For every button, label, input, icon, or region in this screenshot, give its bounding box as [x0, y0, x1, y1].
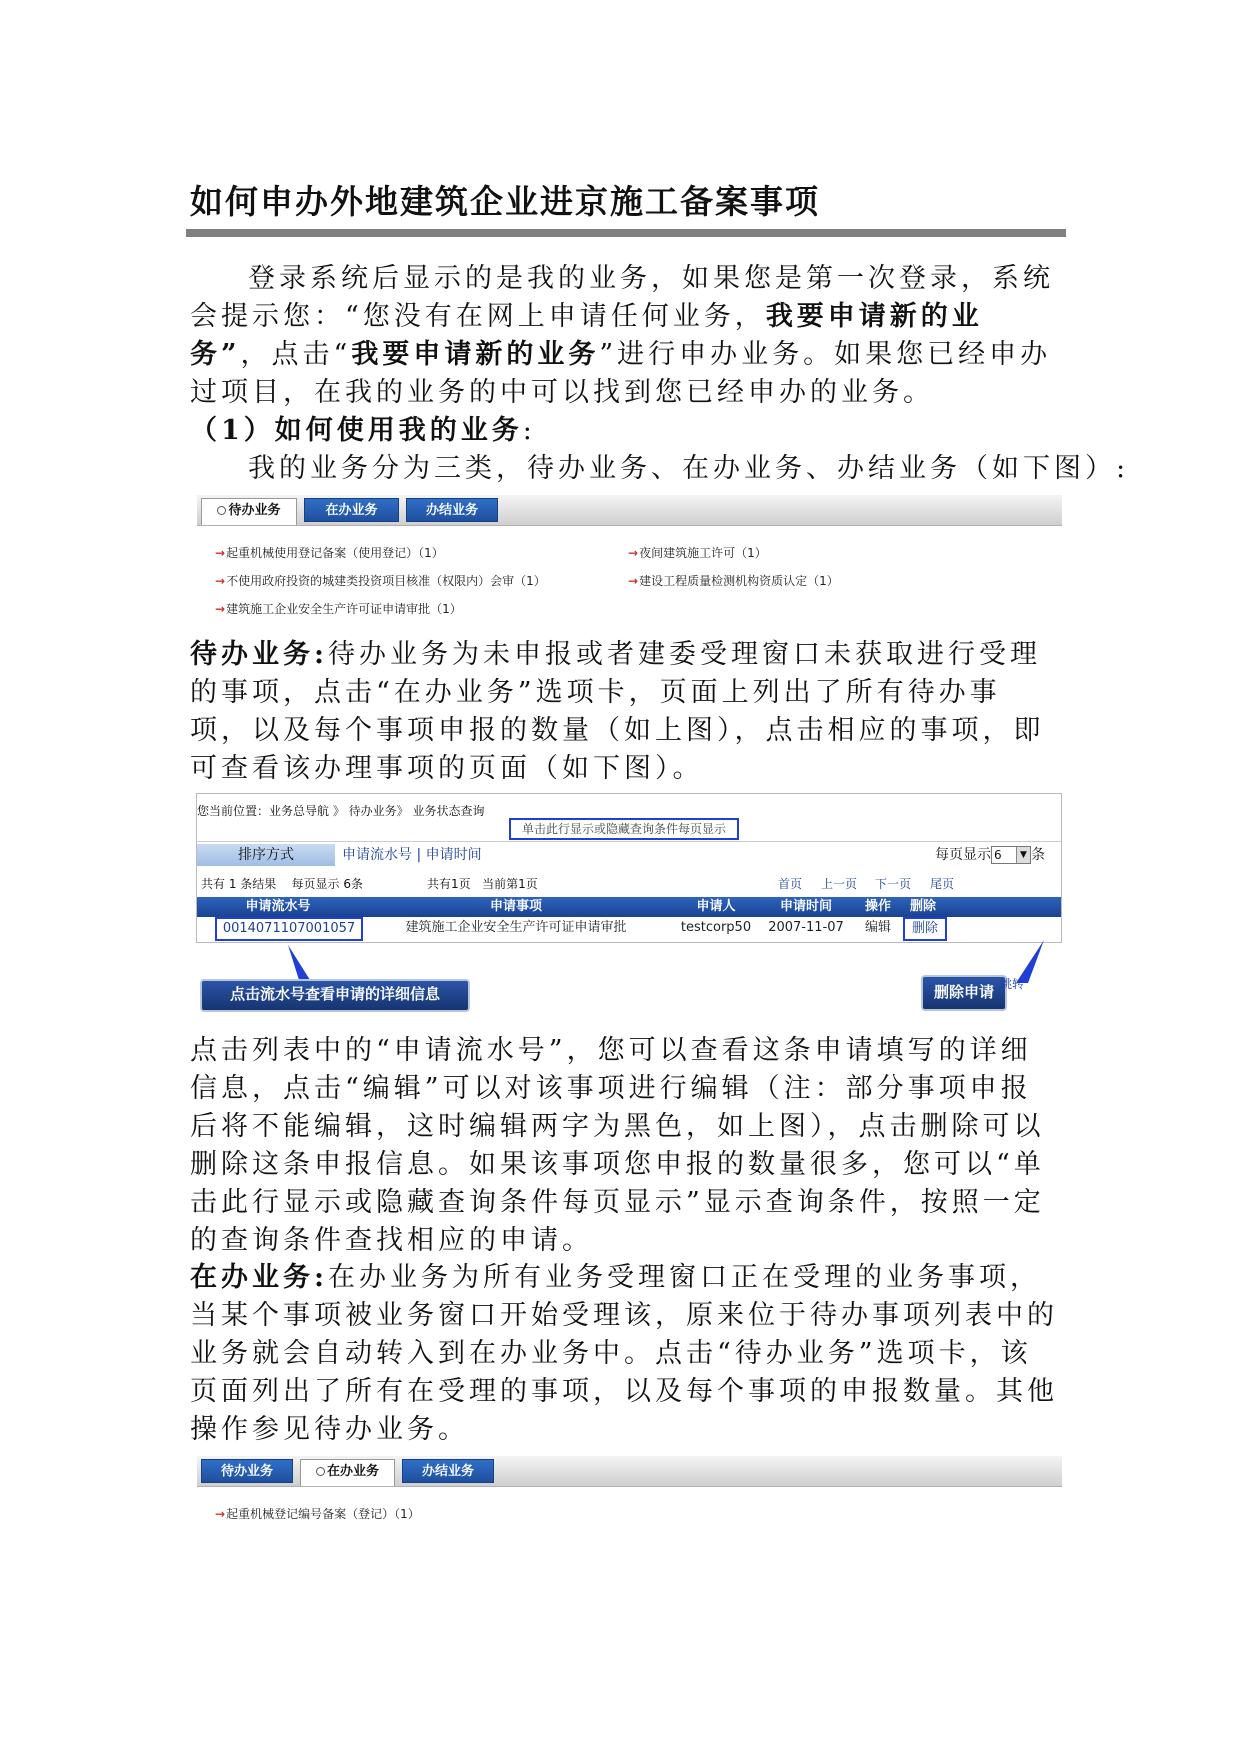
- section-line: 我的业务分为三类，待办业务、在办业务、办结业务（如下图）:: [248, 453, 1130, 484]
- list-item[interactable]: [215, 600, 462, 617]
- arrow-icon: →: [215, 1507, 226, 1521]
- list-item-label: 建筑施工企业安全生产许可证申请审批（1）: [226, 602, 462, 616]
- tab-pending[interactable]: [201, 498, 297, 525]
- sort-label: 排序方式: [197, 844, 335, 866]
- sort-bar: [197, 841, 1061, 868]
- tab-pending-label: 待办业务: [228, 503, 281, 518]
- list-item-label: 建设工程质量检测机构资质认定（1）: [639, 574, 839, 588]
- pending-text: 待办业务为未申报或者建委受理窗口未获取进行受理的事项，点击“在办业务”选项卡，页面上列出了所有待办事项，以及每个事项申报的数量（如上图），点击相应的事项，即可查看该办理事项的页面（如下图）。: [190, 639, 1045, 784]
- cell-item: 建筑施工企业安全生产许可证申请审批: [405, 920, 627, 935]
- arrow-icon: →: [628, 574, 639, 588]
- header-action: 操作: [864, 899, 891, 914]
- section-heading-colon: :: [522, 415, 536, 446]
- in-progress-label: 在办业务:: [190, 1262, 328, 1293]
- cell-date: 2007-11-07: [768, 920, 844, 935]
- tab-in-progress[interactable]: [304, 498, 399, 522]
- sort-by-no-link[interactable]: 申请流水号: [342, 847, 412, 863]
- chevron-down-icon: ▼: [1016, 847, 1030, 863]
- arrow-icon: →: [215, 546, 226, 560]
- list-item[interactable]: [628, 572, 839, 589]
- header-item: 申请事项: [489, 899, 542, 914]
- tab-done-label: 办结业务: [421, 1464, 474, 1479]
- header-serial: 申请流水号: [245, 899, 311, 914]
- title-divider: [186, 229, 1066, 237]
- list-paragraph: 点击列表中的“申请流水号”，您可以查看这条申请填写的详细信息，点击“编辑”可以对该事项进行编辑（注：部分事项申报后将不能编辑，这时编辑两字为黑色，如上图），点击删除可以删除这条申报信息。如果该事项您申报的数量很多，您可以“单击此行显示或隐藏查询条件每页显示”显示查询条件，按照一定的查询条件查找相应的申请。: [190, 1035, 1045, 1256]
- result-summary: 共有 1 条结果 每页显示 6条: [201, 877, 363, 891]
- tab-done[interactable]: [406, 498, 498, 522]
- delete-button[interactable]: 删除: [903, 917, 947, 941]
- tab-bar-1: [197, 495, 1062, 526]
- in-progress-paragraph: [190, 1259, 1060, 1449]
- serial-number-link[interactable]: 0014071107001057: [215, 917, 363, 941]
- list-item-label: 起重机械使用登记备案（使用登记）（1）: [226, 546, 444, 560]
- nav-last[interactable]: 尾页: [930, 877, 955, 891]
- arrow-icon: →: [215, 574, 226, 588]
- status-query-screenshot: [196, 793, 1062, 943]
- sort-by-time-link[interactable]: 申请时间: [425, 847, 482, 863]
- cell-applicant: testcorp50: [680, 920, 752, 935]
- per-page-label: 每页显示: [935, 847, 991, 863]
- sort-separator: |: [416, 847, 422, 863]
- edit-button[interactable]: 编辑: [864, 920, 891, 935]
- nav-prev[interactable]: 上一页: [821, 877, 858, 891]
- pending-paragraph: [190, 636, 1060, 788]
- per-page-unit: 条: [1031, 847, 1045, 863]
- radio-dot-icon: [316, 1467, 325, 1476]
- tab-pending-label: 待办业务: [220, 1464, 273, 1479]
- header-applicant: 申请人: [696, 899, 736, 914]
- intro-text-3: ”进行申办业务。如果您已经申办过项目，在我的业务的中可以找到您已经申办的业务。: [190, 339, 1052, 408]
- sort-links: [342, 844, 482, 866]
- radio-dot-icon: [217, 506, 226, 515]
- page-summary: 共有1页 当前第1页: [427, 877, 538, 891]
- page-title: 如何申办外地建筑企业进京施工备案事项: [190, 182, 820, 221]
- tab-in-progress-label: 在办业务: [326, 1464, 379, 1479]
- tab-done[interactable]: [402, 1459, 494, 1483]
- list-item[interactable]: [215, 1505, 420, 1522]
- list-item[interactable]: [215, 572, 546, 589]
- nav-next[interactable]: 下一页: [875, 877, 912, 891]
- tab-done-label: 办结业务: [425, 503, 478, 518]
- intro-paragraph: [190, 260, 1060, 412]
- callout-delete: 删除申请: [921, 975, 1007, 1011]
- left-pointer-icon: [288, 945, 310, 980]
- jump-link[interactable]: 跳转: [1000, 977, 1025, 991]
- list-item[interactable]: [215, 544, 444, 561]
- arrow-icon: →: [215, 602, 226, 616]
- section-heading: [190, 412, 1060, 450]
- pending-label: 待办业务:: [190, 639, 328, 670]
- toggle-query-row[interactable]: 单击此行显示或隐藏查询条件每页显示: [509, 818, 739, 840]
- list-item[interactable]: [628, 544, 767, 561]
- per-page-control: [935, 844, 1045, 866]
- per-page-select[interactable]: [991, 846, 1031, 864]
- intro-text-2: ，点击“: [240, 339, 352, 370]
- header-delete: 删除: [909, 899, 936, 914]
- list-item-label: 起重机械登记编号备案（登记）（1）: [226, 1507, 420, 1521]
- tab-in-progress[interactable]: [300, 1459, 395, 1486]
- nav-first[interactable]: 首页: [778, 877, 803, 891]
- intro-bold-2: 我要申请新的业务: [351, 339, 600, 370]
- list-item-label: 不使用政府投资的城建类投资项目核准（权限内）会审（1）: [226, 574, 546, 588]
- per-page-value: 6: [994, 848, 1002, 862]
- header-date: 申请时间: [779, 899, 832, 914]
- in-progress-text: 在办业务为所有业务受理窗口正在受理的业务事项，当某个事项被业务窗口开始受理该，原来位于待办事项列表中的业务就会自动转入到在办业务中。点击“待办业务”选项卡，该页面列出了所有在受理的事项，以及每个事项的申报数量。其他操作参见待办业务。: [190, 1262, 1058, 1445]
- tab-bar-2: [197, 1456, 1062, 1487]
- list-item-label: 夜间建筑施工许可（1）: [639, 546, 767, 560]
- section-heading-text: （1）如何使用我的业务: [190, 415, 523, 446]
- arrow-icon: →: [628, 546, 639, 560]
- breadcrumb: 您当前位置：业务总导航 》 待办业务》 业务状态查询: [197, 804, 485, 818]
- table-header: [197, 897, 1061, 917]
- tab-pending[interactable]: [201, 1459, 293, 1483]
- callout-serial: 点击流水号查看申请的详细信息: [200, 979, 470, 1012]
- intro-bold-1: 我要申请新的业务”: [190, 301, 983, 370]
- tab-in-progress-label: 在办业务: [325, 503, 378, 518]
- intro-text-1: 登录系统后显示的是我的业务，如果您是第一次登录，系统会提示您：“您没有在网上申请任何业务，: [190, 263, 1054, 332]
